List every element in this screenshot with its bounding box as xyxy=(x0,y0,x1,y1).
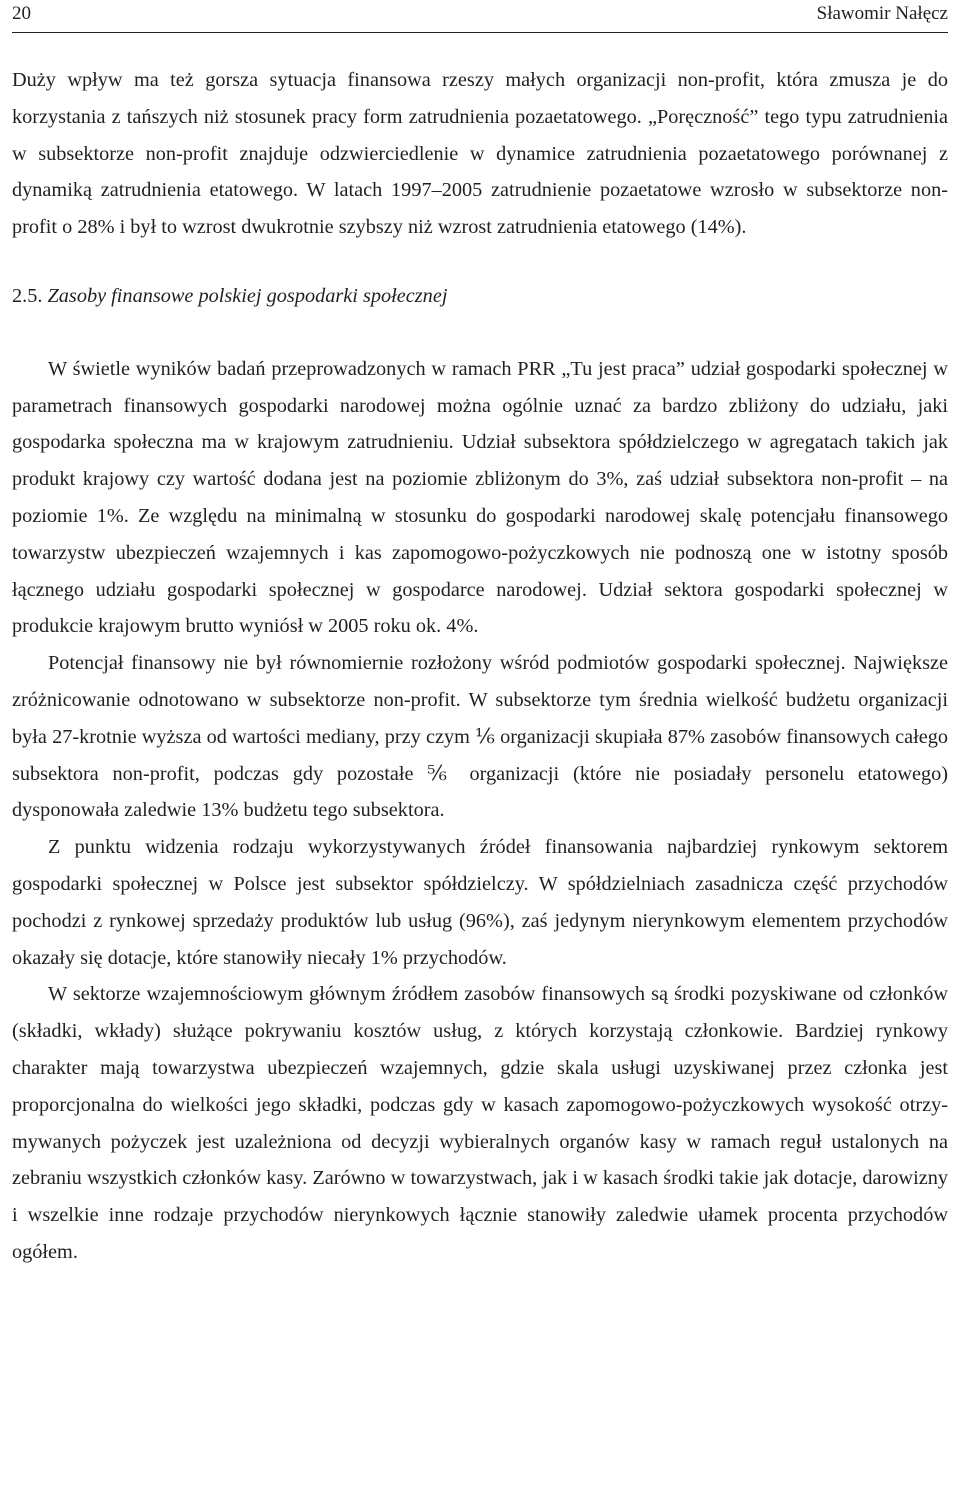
body-paragraph: W świetle wyników badań przeprowadzonych w ramach PRR „Tu jest praca” udział gospodarki społecznej w parametrach finansowych gospodarki narodowej można ogólnie uznać za bardzo zbliżony do udziału, jaki gospodarka społeczna ma w krajowym zatrudnieniu. Udział subsektora spółdzielczego w agregatach takich jak produkt krajowy czy wartość dodana jest na poziomie zbliżonym do 3%, zaś udział subsektora non-profit – na poziomie 1%. Ze względu na minimalną w stosunku do gospodarki narodowej skalę potencjału finansowego towarzystw ubezpieczeń wzajemnych i kas zapomogowo-pożyczkowych nie podnoszą one w istotny sposób łącznego udziału gospodarki społecznej w gospodarce narodowej. Udział sektora gospodarki społecznej w produkcie krajowym brutto wyniósł w 2005 roku ok. 4%. xyxy=(12,357,948,638)
section-number: 2.5. xyxy=(12,284,43,307)
section-title: Zasoby finansowe polskiej gospodarki społecznej xyxy=(47,284,448,307)
page-number: 20 xyxy=(12,3,31,24)
body-paragraph: W sektorze wzajemnościowym głównym źródłem zasobów finansowych są środki pozyskiwane od członków (składki, wkłady) służące pokrywaniu kosztów usług, z których korzystają członkowie. Bardziej rynkowy charakter mają towarzystwa ubezpieczeń wzajemnych, gdzie skala usługi uzyskiwanej przez członka jest proporcjonalna do wielkości jego składki, podczas gdy w kasach zapomogowo-pożyczkowych wysokość otrzymywanych pożyczek jest uzależniona od decyzji wybieralnych organów kasy w ramach reguł ustalonych na zebraniu wszystkich członków kasy. Zarówno w towarzystwach, jak i w kasach środki takie jak dotacje, darowizny i wszelkie inne rodzaje przychodów nierynkowych łącznie stanowiły zaledwie ułamek procenta przychodów ogółem. xyxy=(12,983,948,1263)
section-heading xyxy=(12,278,948,315)
running-head-author: Sławomir Nałęcz xyxy=(816,3,948,24)
body-paragraph: Potencjał finansowy nie był równomiernie rozłożony wśród podmiotów gospodarki społecznej. Największe zróżnicowanie odnotowano w subsektorze non-profit. W subsektorze tym średnia wielkość budżetu organizacji była 27-krotnie wyższa od wartości mediany, przy czym ⅙ organizacji skupiała 87% zasobów finansowych całego subsektora non-profit, podczas gdy pozostałe ⅚ organizacji (które nie posiadały personelu etatowego) dysponowała zaledwie 13% budżetu tego subsektora. xyxy=(12,652,948,822)
body-paragraph: Duży wpływ ma też gorsza sytuacja finansowa rzeszy małych organizacji non-profit, która zmusza je do korzystania z tańszych niż stosunek pracy form zatrudnienia pozaetatowego. „Poręczność” tego typu zatrudnienia w subsektorze non-profit znajduje odzwierciedlenie w dynamice zatrudnienia pozaetatowego porównanej z dynamiką zatrudnienia etatowego. W latach 1997–2005 zatrudnienie pozaetatowe wzrosło w subsektorze non-profit o 28% i był to wzrost dwukrotnie szybszy niż wzrost zatrudnienia etatowego (14%). xyxy=(12,69,948,239)
page-header xyxy=(12,2,948,33)
page-body xyxy=(12,62,948,1271)
body-paragraph: Z punktu widzenia rodzaju wykorzystywanych źródeł finansowania najbardziej rynkowym sektorem gospodarki społecznej w Polsce jest subsektor spółdzielczy. W spółdzielniach zasadnicza część przychodów pochodzi z rynkowej sprzedaży produktów lub usług (96%), zaś jedynym nierynkowym elementem przychodów okazały się dotacje, które stanowiły niecały 1% przychodów. xyxy=(12,836,948,969)
